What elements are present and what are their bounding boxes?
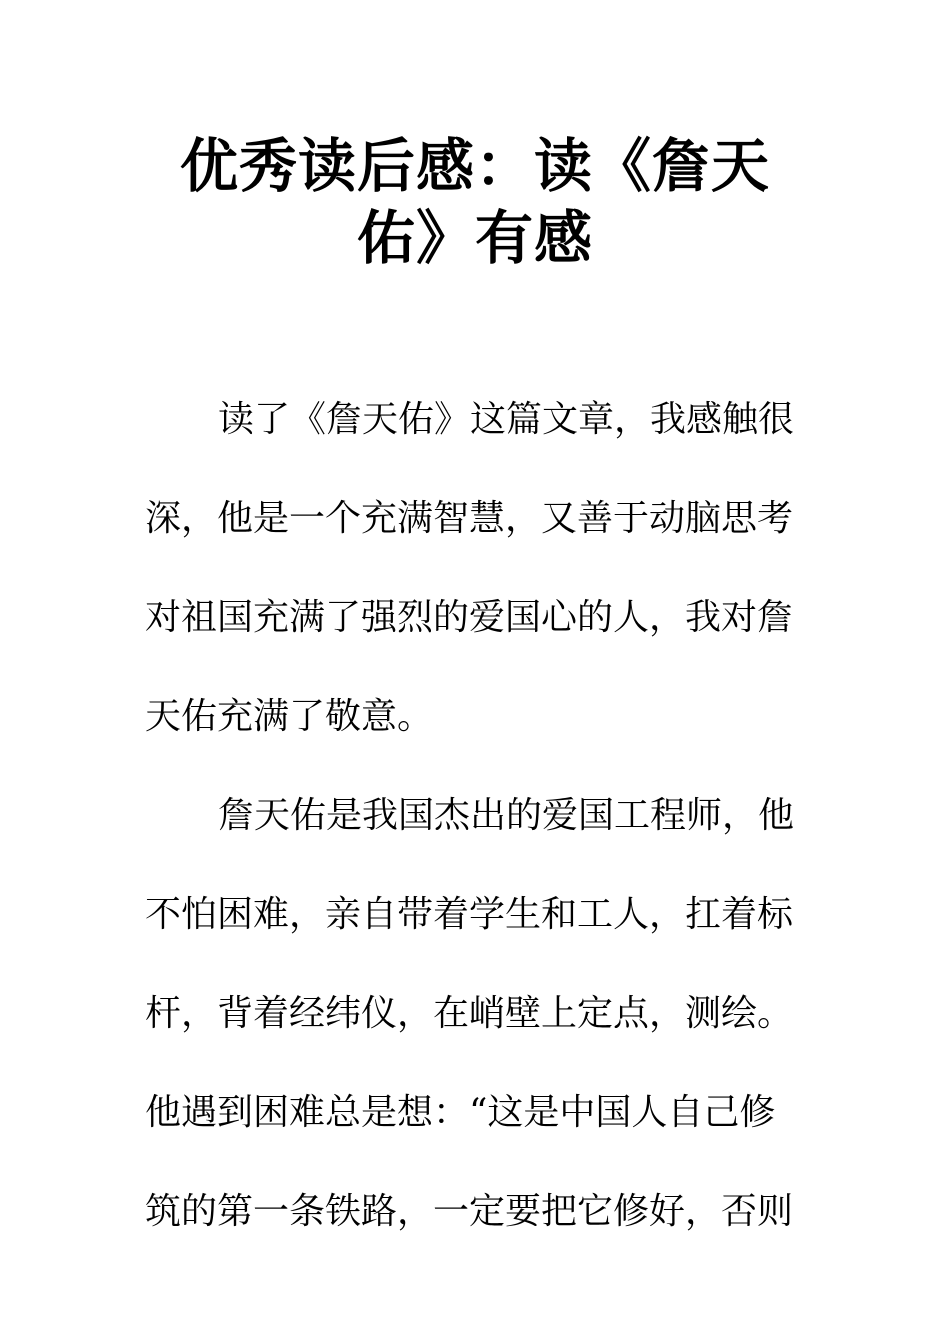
title-line-1: 优秀读后感：读《詹天 [179, 132, 770, 200]
paragraph-line: 天佑充满了敬意。 [145, 696, 434, 737]
title-line-2: 佑》有感 [356, 204, 593, 272]
paragraph-line: 读了《詹天佑》这篇文章，我感触很 [218, 399, 795, 440]
paragraph-line: 他遇到困难总是想：“这是中国人自己修 [145, 1092, 776, 1133]
paragraph-line: 杆，背着经纬仪，在峭壁上定点，测绘。 [145, 993, 794, 1034]
article-body [145, 370, 805, 1261]
paragraph-2 [145, 766, 805, 1261]
paragraph-line: 筑的第一条铁路，一定要把它修好，否则 [145, 1191, 794, 1232]
paragraph-line: 不怕困难，亲自带着学生和工人，扛着标 [145, 894, 794, 935]
paragraph-line: 詹天佑是我国杰出的爱国工程师，他 [218, 795, 795, 836]
paragraph-line: 深，他是一个充满智慧，又善于动脑思考 [145, 498, 794, 539]
paragraph-1 [145, 370, 805, 766]
paragraph-line: 对祖国充满了强烈的爱国心的人，我对詹 [145, 597, 794, 638]
page-title [145, 130, 805, 274]
